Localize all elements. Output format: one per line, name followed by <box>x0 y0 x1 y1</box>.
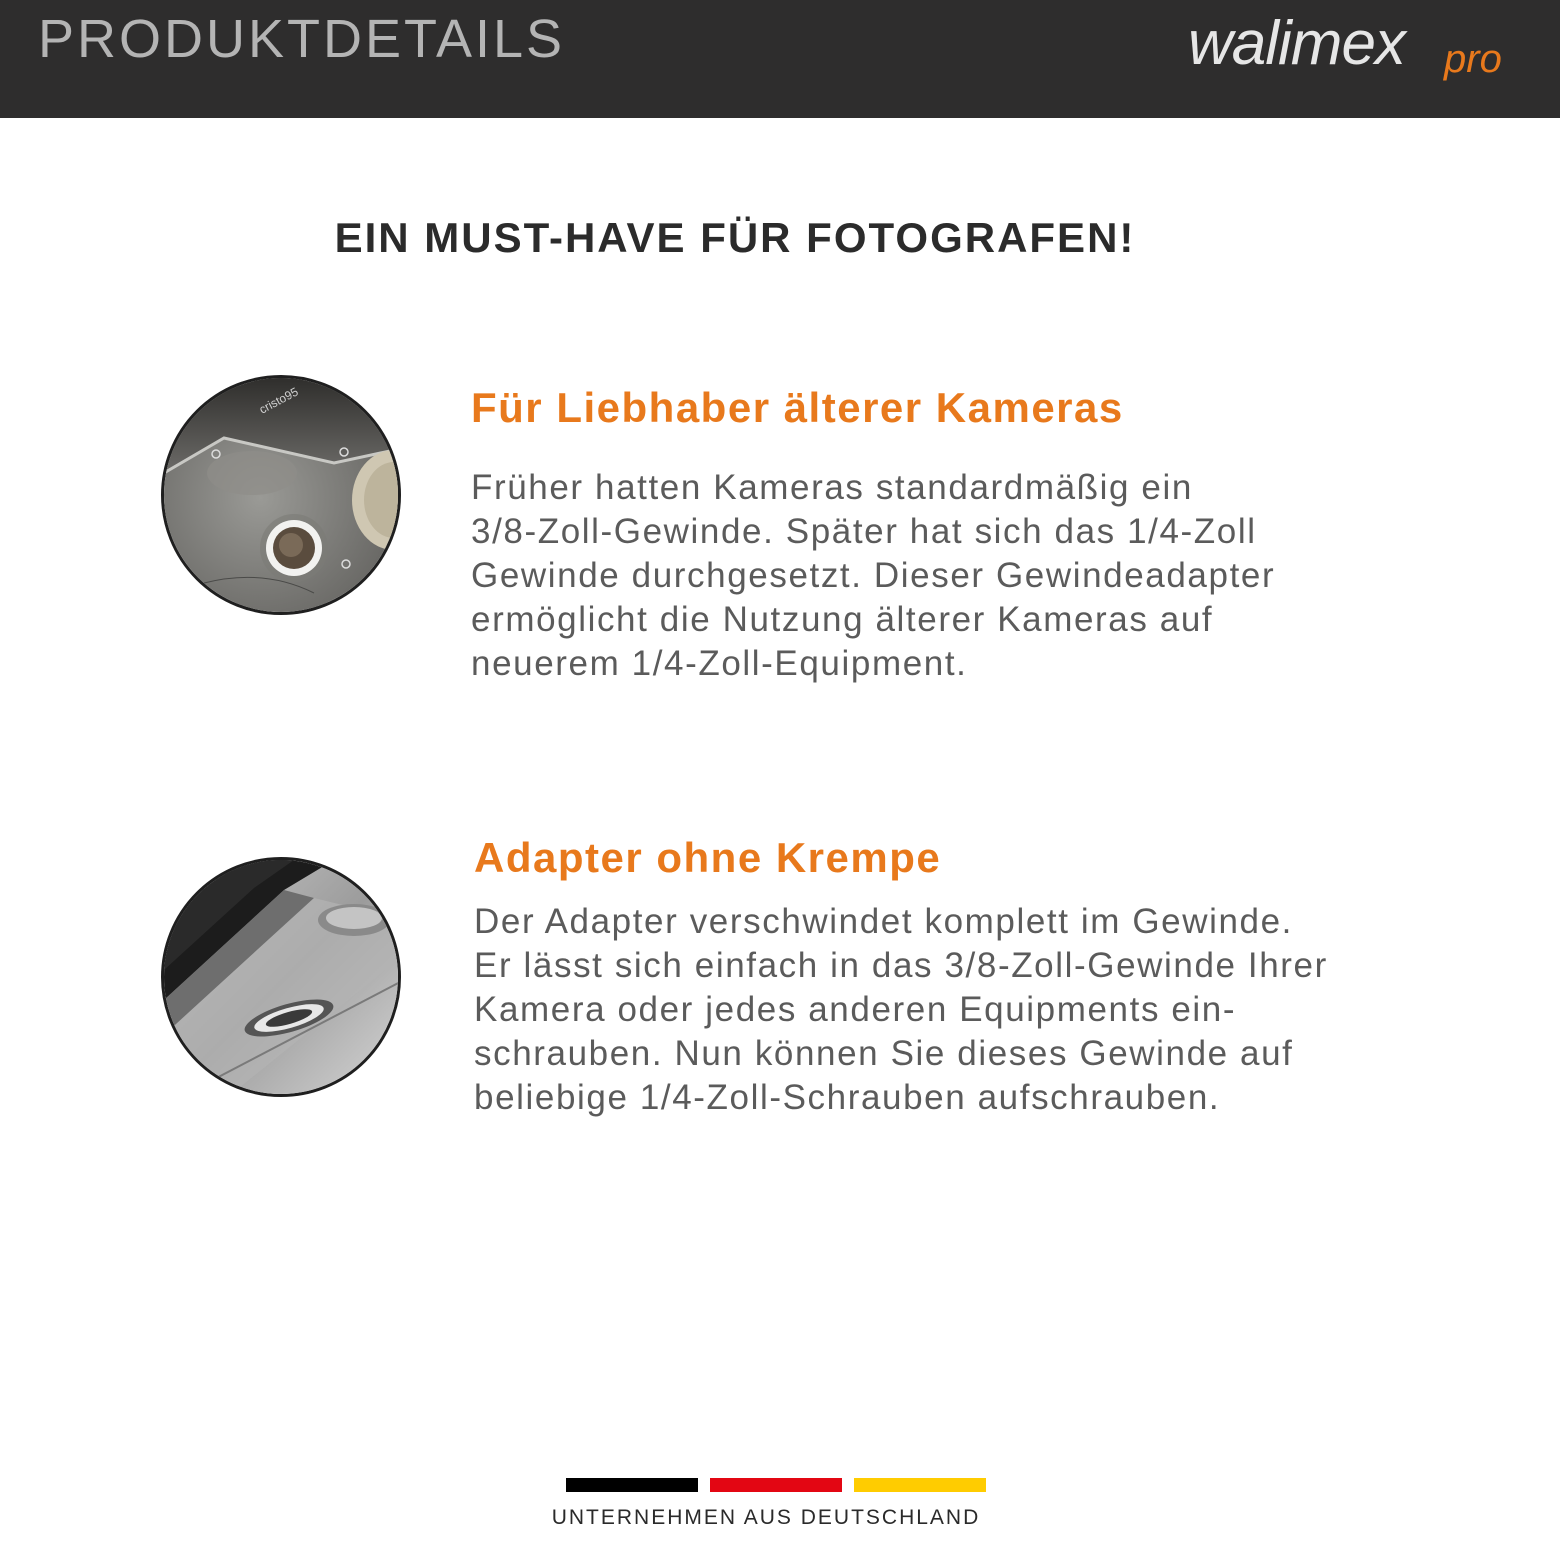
text-line: beliebige 1/4-Zoll-Schrauben aufschrauben. <box>474 1078 1221 1117</box>
text-line: 3/8-Zoll-Gewinde. Später hat sich das 1/4-Zoll <box>471 512 1257 551</box>
text-line: ermöglicht die Nutzung älterer Kameras auf <box>471 600 1214 639</box>
text-line: neuerem 1/4-Zoll-Equipment. <box>471 644 968 683</box>
page-headline: EIN MUST-HAVE FÜR FOTOGRAFEN! <box>334 214 1136 261</box>
flush-adapter-photo <box>161 857 401 1097</box>
flag-bar-red <box>710 1478 842 1492</box>
flag-bar-black <box>566 1478 698 1492</box>
header-title: PRODUKTDETAILS <box>38 9 566 69</box>
flag-bar-gold <box>854 1478 986 1492</box>
feature-title: Adapter ohne Krempe <box>474 834 942 881</box>
photo-watermark: cristo95 <box>256 384 301 417</box>
feature-no-brim <box>474 834 1328 1120</box>
text-line: schrauben. Nun können Sie dieses Gewinde auf <box>474 1034 1294 1073</box>
feature-older-cameras <box>471 384 1275 686</box>
header-bar <box>0 0 1560 118</box>
brand-main-text: walimex <box>1188 9 1405 78</box>
walimex-pro-logo <box>1186 4 1531 94</box>
text-line: Der Adapter verschwindet komplett im Gewinde. <box>474 902 1293 941</box>
brand-sub-text: pro <box>1444 37 1502 81</box>
camera-thread-photo <box>161 375 401 615</box>
footer-company-origin: UNTERNEHMEN AUS DEUTSCHLAND <box>551 1506 981 1529</box>
feature-title: Für Liebhaber älterer Kameras <box>471 384 1124 431</box>
feature-description <box>471 466 1275 686</box>
text-line: Kamera oder jedes anderen Equipments ein- <box>474 990 1237 1029</box>
text-line: Früher hatten Kameras standardmäßig ein <box>471 468 1193 507</box>
text-line: Er lässt sich einfach in das 3/8-Zoll-Gewinde Ihrer <box>474 946 1328 985</box>
text-line: Gewinde durchgesetzt. Dieser Gewindeadapter <box>471 556 1276 595</box>
feature-description <box>474 900 1328 1120</box>
